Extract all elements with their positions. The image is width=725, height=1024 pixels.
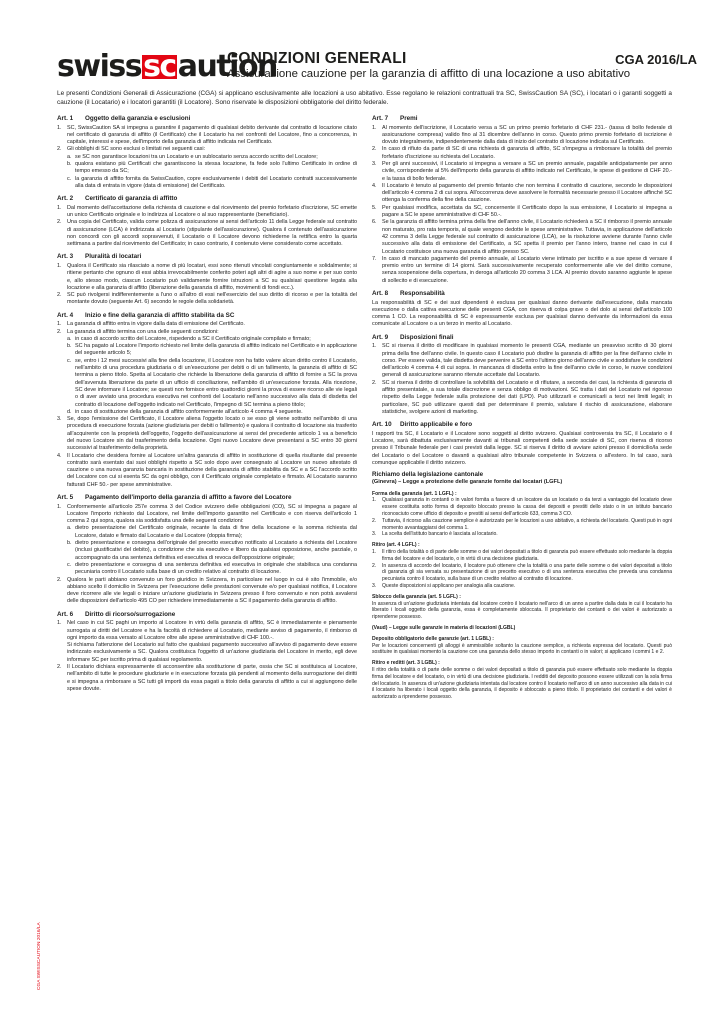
legislation-heading: Deposito obbligatorio delle garanzie (art. 1 LGBL) : [372,635,494,642]
article-heading: Art. 9 Disposizioni finali [372,333,454,341]
page-header [57,40,697,85]
article-body: I rapporti tra SC, il Locatario e il Locatore sono soggetti al diritto svizzero. Qualsiasi controversia tra SC, il Locatario o il Locatore, sarà dibattuta esclusivamente davanti ai tribunali competenti della sede sociale di SC, con riserva di ricorso presso il Tribunale federale per i casi previsti dalla legge. SC si riserva il diritto di avviare azioni presso il domicilio/la sede del Locatario o del Locatore o davanti a qualsiasi altro tribunale competente in Svizzera o all'estero. In tal caso, sarà comunque applicabile il diritto svizzero. [372,430,672,466]
article-heading: Art. 1 Oggetto della garanzia e esclusioni [57,115,191,122]
legislation-heading: Ritiro e reditti (art. 3 LGBL) : [372,660,440,667]
legislation-subtitle-vaud: (Vaud) – Legge sulle garanzie in materia di locazioni (LGBL) [372,625,516,632]
document-title: CONDIZIONI GENERALI [227,50,407,67]
article-body: La responsabilità di SC e dei suoi dipendenti è esclusa per qualsiasi danno derivante dall'esecuzione, dalla mancata esecuzione o dalla cattiva esecuzione delle presenti CGA, con riserva di colpa grave o del dolo ai sensi dell'articolo 100 comma 1 CO. La responsabilità di SC è espressamente esclusa per qualsiasi danno derivante da informazioni da essa comunicate al Locatore o a un terzo in merito al Locatario. [372,299,672,328]
article-body: 1. Nel caso in cui SC paghi un importo al Locatore in virtù della garanzia di affitto, SC è immediatamente e pienamente surrogata ai diritti del Locatore e ha la facoltà di richiedere al Locatario, mediante avviso di pagamento, il rimborso di ogni importo da essa versato al Locatore oltre alle spese amministrative di CHF 100.-. Si richiama l'attenzione del Locatario sul fatto che qualsiasi pagamento successivo all'avviso di pagamento deve essere indirizzato esclusivamente a SC. Qualora costituisca l'oggetto di un'azione giudiziaria del Locatore in merito, egli deve informare SC per iscritto prima di qualsiasi regolamento. 2. Il Locatario dichiara espressamente di acconsentire alla sostituzione di parte, ossia che SC si sostituisca al Locatore, nell'ambito di tutte le procedure giudiziarie e in esecuzione forzata già pendenti al momento della surrogazione dei diritti e si impegna a rimborsare a SC tutti gli importi da essa pagati a titolo della garanzia di affitto a cui si aggiungono delle spese dovute. [57,620,357,692]
legislation-heading: Sblocco della garanzia (art. 5 LGFL) : [372,593,461,600]
legislation-heading: Ritiro (art. 4 LGFL) : [372,542,420,549]
legislation-body: In assenza di un'azione giudiziaria intentata dal locatore contro il locatario nell'arco di un anno a partire dalla data in cui il locatario ha liberato i locali oggetto della garanzia, essa è completamente sbloccata. Il proprietario dei contanti o dei valori è autorizzato a riprenderne possesso. [372,600,672,621]
article-heading: Art. 4 Inizio e fine della garanzia di affitto stabilita da SC [57,311,235,319]
article-heading: Art. 5 Pagamento dell'importo della garanzia di affitto a favore del Locatore [57,494,292,502]
logo-text-aution: aution [177,49,277,84]
logo-text-sc: sc [143,49,176,84]
logo-text-swiss: swiss [57,49,142,84]
article-body: 1. Qualora il Certificato sia rilasciato a nome di più locatari, essi sono ritenuti vincolati congiuntamente e solidalmente; si ritiene pertanto che ognuno di essi abbia irrevocabilmente conferito poteri agli altri di agire a suo nome e per suo conto e, allo stesso modo, ciascun Locatario può validamente fornire istruzioni a SC su qualsiasi questione legata alla locazione e alla garanzia di affitto (liberazione della garanzia di affitto, movimenti di fondi ecc.). 2. SC può rivolgersi indifferentemente a l'uno o all'altro di essi nell'esercizio del suo diritto di ricorso e per la totalità del montante dovuto (seguente Art. 6) secondo le regole della solidarietà. [57,262,357,306]
article-body: 1. Al momento dell'iscrizione, il Locatario versa a SC un primo premio forfetario di CHF 231.- (tassa di bollo federale di assicurazione compresa) valido fino al 31 dicembre dell'anno in corso. Questo primo premio forfetario di iscrizione è dovuto integralmente, indipendentemente dalla data di inizio del contratto di locazione indicata sul Certificato. 2. In caso di rifiuto da parte di SC di una richiesta di garanzia di affitto, SC s'impegna a rimborsare la totalità del premio forfetario d'iscrizione su richiesta del Locatario. 3. Per gli anni successivi, il Locatario si impegna a versare a SC un premio annuale, pagabile anticipatamente per anno civile, corrispondente al 5% dell'importo della garanzia di affitto indicato nel Certificato, le spese di gestione di CHF 20.- e la tassa di bollo federale. 4. Il Locatario è tenuto al pagamento del premio fintanto che non termina il contratto di cauzione, secondo le disposizioni dell'articolo 4 comma 2 di cui sopra. All'occorrenza deve assolvere le formalità necessarie presso il Locatore affinché SC ottenga la conferma della fine della cauzione. 5. Per qualsiasi modifica, accettata da SC, concernente il Certificato dopo la sua emissione, il Locatario si impegna a pagare a SC le spese amministrative di CHF 50.-. 6. Se la garanzia di affitto termina prima della fine dell'anno civile, il Locatario richiederà a SC il rimborso il premio annuale non maturato, pro rata temporis, al quale vengono dedotte le spese amministrative. Tuttavia, in applicazione dell'articolo 42 comma 3 della Legge federale sul contratto di assicurazione (LCA), se la risoluzione avviene durante l'anno civile successivo alla data di emissione del Certificato, a SC spetta il premio per l'anno intero, tranne nel caso in cui il Locatario costituisce una nuova garanzia di affitto presso SC. 7. In caso di mancato pagamento del premio annuale, al Locatario viene intimato per iscritto e a sue spese di versare il premio entro un termine di 14 giorni. Sarà successivamente recuperato conformemente alle vie del diritto comune, senza sospensione della copertura, in deroga all'articolo 20 comma 3 LCA. Al premio dovuto saranno aggiunte le spese di sollecito e di esecuzione. [372,124,672,284]
legislation-body: Il ritiro della totalità o di parte delle somme o dei valori depositati a titolo di garanzia può essere effettuato solo mediante la doppia firma del locatore e del locatario, o in virtù di una decisione giudiziaria. I redditi del deposito possono essere utilizzati con la sola firma del locatario. In assenza di un'azione giudiziaria intentata dal locatore contro il locatario nell'arco di un anno successivo alla data in cui il locatario ha liberato i locali oggetto della garanzia, il deposito è sbloccato a pieno titolo. Il proprietario dei contanti e dei valori è autorizzato a riprenderne possesso. [372,667,672,701]
right-column [372,115,672,701]
legislation-title: Richiamo della legislazione cantonale [372,471,484,479]
article-heading: Art. 2 Certificato di garanzia di affitto [57,195,178,203]
article-body: 1. SC, SwissCaution SA si impegna a garantire il pagamento di qualsiasi debito derivante dal contratto di locazione citato nel certificato di garanzia di affitto (il Certificato) che il Locatario ha nei confronti del Locatore, fino a concorrenza, in capitale, interessi e spese, dell'importo della garanzia di affitto indicata nel Certificato. 2. Gli obblighi di SC sono esclusi o limitati nei seguenti casi: a. se SC non garantisce locazioni tra un Locatario e un sublocatario senza accordo scritto del Locatore; b. qualora esistano più Certificati che garantiscono la stessa locazione, fa fede solo l'ultimo Certificato in ordine di tempo emesso da SC; c. la garanzia di affitto fornita da SwissCaution, copre esclusivamente i debiti del Locatario contratti successivamente alla data di entrata in vigore (data di emissione) del Certificato. [57,124,357,189]
article-heading: Art. 3 Pluralità di locatari [57,253,142,261]
document-code: CGA 2016/LA [615,52,697,67]
article-body: 1. La garanzia di affitto entra in vigore dalla data di emissione del Certificato. 2. La garanzia di affitto termina con una delle seguenti condizioni: a. in caso di accordo scritto del Locatore, rispedendo a SC il Certificato originale compilato e firmato; b. SC ha pagato al Locatore l'importo richiesto nel limite della garanzia di affitto indicato nel Certificato e in applicazione del seguente articolo 5; c. se, entro i 12 mesi successivi alla fine della locazione, il Locatore non ha fatto valere alcun diritto contro il Locatario, nell'ambito di una procedura giudiziaria o di un'esecuzione per debiti o di un fallimento, la garanzia di affitto di SC termina a pieno titolo. Spetta al Locatario che richiede la liberazione della garanzia di affitto di fornire a SC la prova dell'avvenuta liberazione da parte di un ufficio di conciliazione, nell'ambito di un'esecuzione forzata. Alla ricezione, SC deve informare il Locatore; se questi non fornisce entro quattordici giorni la prova di essere ricorso alle vie legali o di aver avviato una procedura esecutiva nei confronti del Locatario nell'anno successivo alla data di disdetta del contratto di locazione dell'oggetto indicato nel Certificato, l'impegno di SC termina a pieno titolo; d. in caso di sostituzione della garanzia di affitto conformemente all'articolo 4 comma 4 seguente. 3. Se, dopo l'emissione del Certificato, il Locatore aliena l'oggetto locato o se esso gli viene sottratto nell'ambito di una procedura di esecuzione forzata (azione giudiziaria per debiti o fallimento) e qualora il contratto di locazione sia trasferito all'acquirente con la proprietà dell'oggetto, l'oggetto dell'assicurazione ai sensi del precedente articolo 1 va a beneficio del nuovo Locatore sin dal trasferimento della locazione. Ogni nuovo Locatore deve presentarsi a SC entro 30 giorni successivi al trasferimento della proprietà. 4. Il Locatario che desidera fornire al Locatore un'altra garanzia di affitto in sostituzione di quella risultante dal presente contratto sarà esentato dai suoi obblighi rispetto a SC solo dopo aver consegnato al Locatore un nuovo attestato di cauzione o una nuova garanzia bancaria in sostituzione della garanzia di affitto stabilita da SC e a SC l'accordo scritto del Locatore con cui si esenta SC da ogni obbligo, con il Certificato originale completato e firmato. Al Locatario saranno fatturati CHF 50.- per spese amministrative. [57,321,357,488]
article-body: 1. SC si riserva il diritto di modificare in qualsiasi momento le presenti CGA, mediante un preavviso scritto di 30 giorni prima della fine dell'anno civile. In questo caso il Locatario può disdire la garanzia di affitto per la fine dell'anno civile in corso. Per essere valida, tale disdetta deve pervenire a SC entro l'ultimo giorno dell'anno civile e soddisfare le condizioni dell'articolo 4 comma 4 di cui sopra. In mancanza di disdetta entro la fine dell'anno civile in corso, le nuove condizioni generali di assicurazione saranno ritenute accettate dal Locatario. 2. SC si riserva il diritto di controllare la solvibilità del Locatario e di rifiutare, a seconda dei casi, la richiesta di garanzia di affitto presentatale, a sua totale discrezione e senza obbligo di motivazioni. SC tratta i dati del Locatario nel rigoroso rispetto della Legge federale sulla protezione dei dati (LPD). Può utilizzarli e comunicarli a terzi nei limiti legali; in particolare, SC può utilizzare questi dati per determinare il premio, valutare il rischio di assicurazione, elaborare statistiche, svolgere azioni di marketing. [372,343,672,415]
legislation-heading: Forma della garanzia (art. 1 LGFL) : [372,490,457,497]
article-body: 1. Conformemente all'articolo 257e comma 3 del Codice svizzero delle obbligazioni (CO), SC si impegna a pagare al Locatore l'importo richiesto dal Locatore, nel limite dell'importo garantito nel Certificato e con riserva dell'articolo 1 comma 2 qui sopra, qualora sia soddisfatta una delle seguenti condizioni: a. dietro presentazione del Certificato originale, recante la data di fine della locazione e la somma richiesta dal Locatore, datato e firmato dal Locatario e dal Locatore (doppia firma); b. dietro presentazione e consegna dell'originale del precetto esecutivo notificato al Locatario a richiesta del Locatore (inclusi giustificativi del debito), a condizione che sia esecutivo e libero da qualsiasi opposizione, anche parziale, o accompagnato da una sentenza definitiva ed esecutiva di revoca dell'opposizione originale; c. dietro presentazione e consegna di una sentenza definitiva ed esecutiva in originale che stabilisca una condanna pecuniaria contro il Locatario sulla base di un credito relativo al contratto di locazione. 2. Qualora le parti abbiano convenuto un foro giuridico in Svizzera, in particolare nel luogo in cui è sito l'immobile, e/o abbiano scelto il domicilio in Svizzera per l'esecuzione delle prestazioni convenute e/o per qualsiasi notifica, il Locatore deve ricorrere alle vie legali o iniziare un'azione giudiziaria in Svizzera presso il foro convenuto e non potrà avvalersi delle disposizioni dell'articolo 495 CO per richiedere immediatamente a SC il pagamento della garanzia di affitto. [57,503,357,605]
legislation-body: Per le locazioni concernenti gli alloggi è ammissibile soltanto la cauzione semplice, a richiesta espressa del locatario. Questi può sostituire in qualsiasi momento la cauzione con una garanzia dello stesso importo in contanti o in valori; si applicano i commi 1 e 2. [372,642,672,656]
legislation-subtitle: (Ginevra) – Legge a protezione delle garanzie fornite dai locatari (LGFL) [372,479,563,486]
document-subtitle: Assicurazione cauzione per la garanzia di affitto di una locazione a uso abitativo [227,68,631,80]
intro-paragraph: Le presenti Condizioni Generali di Assicurazione (CGA) si applicano esclusivamente alle locazioni a uso abitativo. Esse regolano le relazioni contrattuali tra SC, SwissCaution SA (SC), i locatari o i garanti soggetti a cauzione (il Locatario) e i locatori garantiti (il Locatore). Sono riservate le disposizioni obbligatorie del diritto federale. [57,90,672,107]
legislation-body: 1. Qualsiasi garanzia in contanti o in valori fornita a favore di un locatore da un locatario o da terzi a vantaggio del locatario deve essere costituita sotto forma di deposito bloccato presso la cassa dei depositi e prestiti dello stato o in un istituto bancario riconosciuto come ufficio di deposito e prestiti ai sensi dell'articolo 633, comma 3 CO. 2. Tuttavia, il ricorso alla cauzione semplice è autorizzato per le locazioni a uso abitativo, a richiesta del locatario. Questi può in ogni momento avvantaggiarsi del comma 1. 3. La scelta dell'istituto bancario è lasciata al locatario. [372,497,672,538]
article-body: 1. Dal momento dell'accettazione della richiesta di cauzione e dal ricevimento del premio forfetario d'iscrizione, SC emette un unico Certificato originale e lo indirizza al Locatore o al suo rappresentante (beneficiario). 2. Una copia del Certificato, valida come polizza di assicurazione ai sensi dell'articolo 11 della Legge federale sul contratto di assicurazione (LCA) è indirizzata al Locatario (stipulante dell'assicurazione). Qualora il contenuto dell'assicurazione non concordi con gli accordi sopravvenuti, il Locatario o il Locatore devono richiederne la rettifica entro la quarta settimana a partire dal ricevimento del Certificato; in caso contrario, il contenuto viene considerato come accettato. [57,204,357,248]
article-heading: Art. 7 Premi [372,115,418,122]
legislation-body: 1. Il ritiro della totalità o di parte delle somme o dei valori depositati a titolo di garanzia può essere effettuato solo mediante la doppia firma del locatore e del locatario, o in virtù di una decisione giudiziaria. 2. In assenza di accordo del locatario, il locatore può ottenere che la totalità o una parte delle somme o dei valori depositati a titolo di garanzia gli sia versata su presentazione di un precetto esecutivo o di una sentenza esecutiva che preveda una condanna pecuniaria contro il locatario, sulla base di un credito relativo al contratto di locazione. 3. Queste disposizioni si applicano per analogia alla cauzione. [372,549,672,590]
article-heading: Art. 10 Diritto applicabile e foro [372,421,473,429]
left-column [57,115,357,693]
article-heading: Art. 6 Diritto di ricorso/surrogazione [57,610,176,618]
article-heading: Art. 8 Responsabilità [372,290,445,298]
side-document-code: CGA SWISSCAUTION 2016/LA [37,922,42,990]
